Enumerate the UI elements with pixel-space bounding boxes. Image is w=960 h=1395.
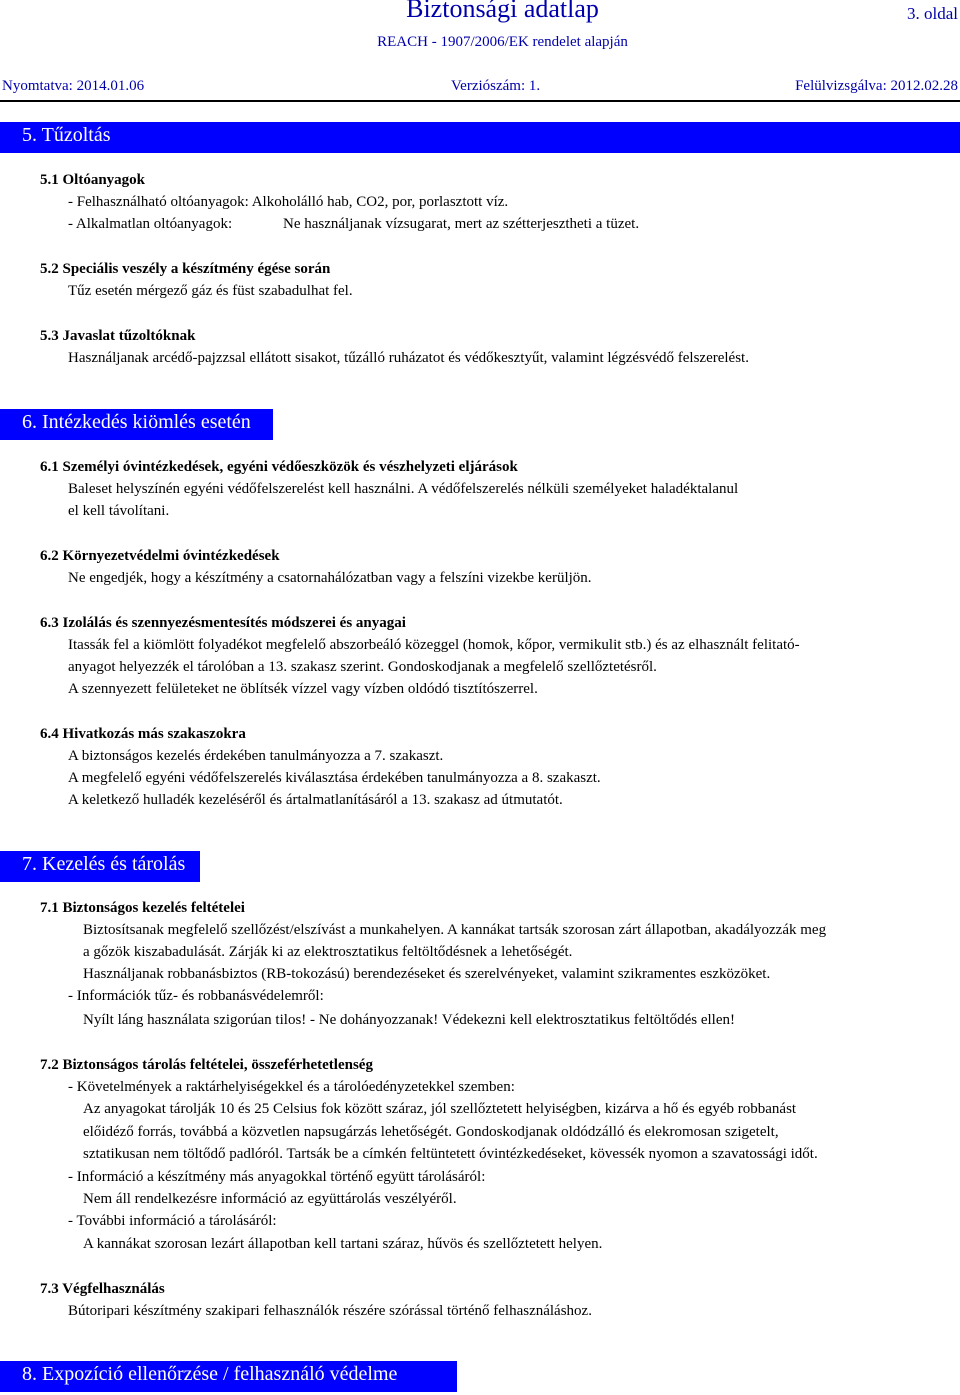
section-5-banner (0, 122, 960, 153)
text-7-1-c: Használjanak robbanásbiztos (RB-tokozású) berendezéseket és szerelvényeket, valamint szikramentes eszközöket. (83, 966, 771, 982)
heading-5-1: 5.1 Oltóanyagok (40, 172, 146, 188)
text-6-3-c: A szennyezett felületeket ne öblítsék vízzel vagy vízben oldódó tisztítószerrel. (68, 681, 538, 697)
text-6-1-b: el kell távolítani. (68, 503, 170, 519)
text-6-3-a: Itassák fel a kiömlött folyadékot megfelelő abszorbeáló közeggel (homok, kőpor, vermikulit stb.) és az elhasznált felitató- (68, 637, 800, 653)
heading-5-3: 5.3 Javaslat tűzoltóknak (40, 328, 196, 344)
text-7-2-d: sztatikusan nem töltődő padlóról. Tartsák be a címkén feltüntetett óvintézkedéseket, kövessék nyomon a szavatossági időt. (83, 1146, 818, 1162)
text-7-1-a: Biztosítsanak megfelelő szellőzést/elszívást a munkahelyen. A kannákat tartsák szorosan zárt állapotban, akadályozzák meg (83, 922, 827, 938)
text-7-2-g: - További információ a tárolásáról: (68, 1213, 277, 1229)
heading-7-3: 7.3 Végfelhasználás (40, 1281, 165, 1297)
heading-6-2: 6.2 Környezetvédelmi óvintézkedések (40, 548, 280, 564)
text-6-1-a: Baleset helyszínén egyéni védőfelszerelést kell használni. A védőfelszerelés nélküli személyeket haladéktalanul (68, 481, 739, 497)
text-6-2: Ne engedjék, hogy a készítmény a csatornahálózatban vagy a felszíni vizekbe kerüljön. (68, 570, 592, 586)
text-7-2-f: Nem áll rendelkezésre információ az együttárolás veszélyéről. (83, 1191, 457, 1207)
revision-date: Felülvizsgálva: 2012.02.28 (795, 78, 958, 94)
heading-7-1: 7.1 Biztonságos kezelés feltételei (40, 900, 245, 916)
print-date: Nyomtatva: 2014.01.06 (2, 78, 145, 94)
heading-5-2: 5.2 Speciális veszély a készítmény égése során (40, 261, 331, 277)
text-7-2-h: A kannákat szorosan lezárt állapotban kell tartani száraz, hűvös és szellőztetett helyen. (83, 1236, 603, 1252)
section-7-banner (0, 851, 200, 882)
text-5-2: Tűz esetén mérgező gáz és füst szabadulhat fel. (68, 283, 353, 299)
section-6-banner (0, 409, 273, 440)
text-7-2-a: - Követelmények a raktárhelyiségekkel és a tárolóedényzetekkel szemben: (68, 1079, 515, 1095)
section-8-banner (0, 1361, 457, 1392)
text-6-4-b: A megfelelő egyéni védőfelszerelés kiválasztása érdekében tanulmányozza a 8. szakaszt. (68, 770, 601, 786)
text-7-2-e: - Információ a készítmény más anyagokkal történő együtt tárolásáról: (68, 1169, 486, 1185)
header-divider (0, 100, 960, 102)
text-5-1-b-value: Ne használjanak vízsugarat, mert az szétterjesztheti a tüzet. (283, 216, 640, 232)
section-6-title: 6. Intézkedés kiömlés esetén (22, 411, 251, 433)
text-7-1-d: - Információk tűz- és robbanásvédelemről: (68, 988, 324, 1004)
text-7-2-b: Az anyagokat tárolják 10 és 25 Celsius fok között száraz, jól szellőztetett helyiségben, kizárva a hő és egyéb robbanást (83, 1101, 797, 1117)
document-subtitle: REACH - 1907/2006/EK rendelet alapján (377, 34, 628, 50)
heading-6-3: 6.3 Izolálás és szennyezésmentesítés módszerei és anyagai (40, 615, 406, 631)
text-7-1-b: a gőzök kiszabadulását. Zárják ki az elektrosztatikus feltöltődésnek a lehetőségét. (83, 944, 573, 960)
text-7-3: Bútoripari készítmény szakipari felhasználók részére szórással történő felhasználáshoz. (68, 1303, 592, 1319)
text-6-4-a: A biztonságos kezelés érdekében tanulmányozza a 7. szakaszt. (68, 748, 444, 764)
section-8-title: 8. Expozíció ellenőrzése / felhasználó védelme (22, 1363, 398, 1385)
section-7-title: 7. Kezelés és tárolás (22, 853, 186, 875)
version-number: Verziószám: 1. (451, 78, 541, 94)
page-number: 3. oldal (907, 4, 958, 23)
text-7-1-e: Nyílt láng használata szigorúan tilos! - Ne dohányozzanak! Védekezni kell elektrosztatikus feltöltődés ellen! (83, 1012, 735, 1028)
heading-6-1: 6.1 Személyi óvintézkedések, egyéni védőeszközök és vészhelyzeti eljárások (40, 459, 518, 475)
document-title: Biztonsági adatlap (406, 0, 599, 23)
text-5-3: Használjanak arcédő-pajzzsal ellátott sisakot, tűzálló ruházatot és védőkesztyűt, valamint légzésvédő felszerelést. (68, 350, 749, 366)
text-6-3-b: anyagot helyezzék el tárolóban a 13. szakasz szerint. Gondoskodjanak a megfelelő szellőztetésről. (68, 659, 657, 675)
heading-7-2: 7.2 Biztonságos tárolás feltételei, összeférhetetlenség (40, 1057, 373, 1073)
text-6-4-c: A keletkező hulladék kezeléséről és ártalmatlanításáról a 13. szakasz ad útmutatót. (68, 792, 563, 808)
section-5-title: 5. Tűzoltás (22, 124, 111, 146)
text-5-1-a: - Felhasználható oltóanyagok: Alkoholálló hab, CO2, por, porlasztott víz. (68, 194, 509, 210)
text-7-2-c: előidéző forrás, továbbá a közvetlen napsugárzás lehetőségét. Gondoskodjanak oldódzálló és elekromosan szigetelt, (83, 1124, 779, 1140)
heading-6-4: 6.4 Hivatkozás más szakaszokra (40, 726, 246, 742)
text-5-1-b-label: - Alkalmatlan oltóanyagok: (68, 216, 233, 232)
